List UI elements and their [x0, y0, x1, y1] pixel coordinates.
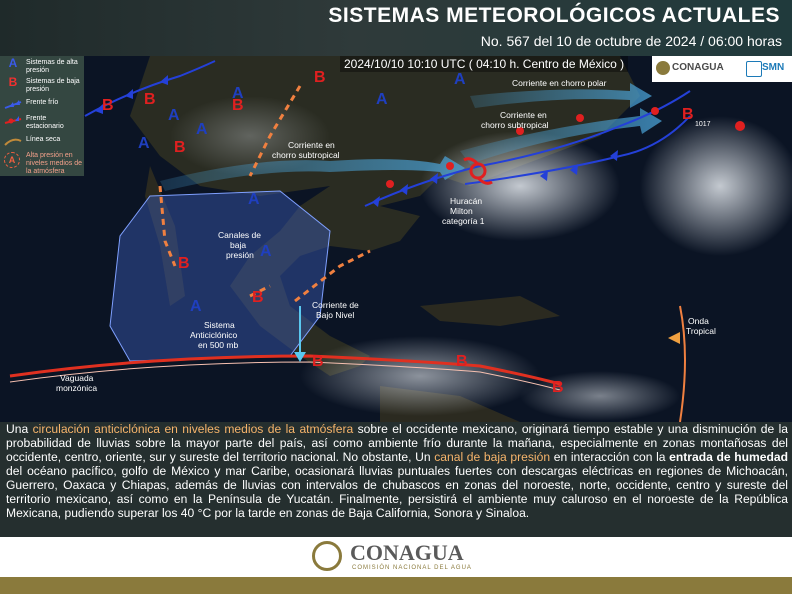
text-segment-4: del océano pacífico, golfo de México y mar Caribe, ocasionará lluvias puntuales fuertes con descargas eléctricas en regiones de Michoacán, Guerrero, Oaxaca y Chiapas, además de lluvias con intervalos de chubascos en zonas del noroeste, norte, occidente, centro y sureste del territorio mexicano, así como en la Península de Yucatán. Finalmente, persistirá el ambiente muy caluroso en el noroeste de la República Mexicana, pudiendo superar los 40 °C por la tarde en zonas de Baja California, Sonora y Sinaloa. — [6, 464, 788, 520]
svg-text:B: B — [552, 379, 564, 396]
svg-text:B: B — [456, 353, 468, 370]
label-anticyclone-3: en 500 mb — [198, 340, 239, 350]
svg-text:B: B — [312, 353, 324, 370]
stationary-front-icon — [4, 115, 22, 129]
legend-row-mid-high — [2, 152, 84, 174]
label-subtropical-jet-west: Corriente en — [288, 140, 335, 150]
conagua-small-logo-icon — [656, 61, 670, 75]
svg-text:A: A — [190, 298, 202, 315]
text-segment-2: sobre el occidente mexicano, originará tiempo estable y una disminución de la probabilidad de lluvias sobre la mayor parte del país, así como ambiente frío durante la mañana, especialmente en zonas montañosas del occidente, centro, oriente, sur y sureste del territorio nacional. No obstante, Un — [6, 422, 788, 464]
smn-logo-text: SMN — [762, 62, 785, 73]
label-subtropical-jet-east: Corriente en — [500, 110, 547, 120]
svg-text:B: B — [252, 289, 264, 306]
svg-text:A: A — [376, 91, 388, 108]
legend-label-low: Sistemas de baja presión — [26, 78, 80, 93]
label-hurricane-2: Milton — [450, 206, 473, 216]
svg-text:A: A — [168, 107, 180, 124]
label-hurricane-3: categoría 1 — [442, 216, 485, 226]
label-subtropical-jet-east-2: chorro subtropical — [481, 120, 549, 130]
satellite-timestamp: 2024/10/10 10:10 UTC ( 04:10 h. Centro de México ) — [340, 56, 628, 72]
legend-label-high: Sistemas de alta presión — [26, 59, 78, 74]
label-trough-2: monzónica — [56, 383, 98, 393]
central-america-cloud — [300, 336, 540, 416]
svg-text:A: A — [138, 135, 150, 152]
label-low-level-2: Bajo Nivel — [316, 310, 355, 320]
label-anticyclone-2: Anticiclónico — [190, 330, 238, 340]
header — [0, 0, 792, 56]
footer-bar — [0, 577, 792, 594]
svg-text:A: A — [248, 191, 260, 208]
footer — [0, 537, 792, 577]
svg-text:B: B — [102, 97, 114, 114]
svg-text:B: B — [682, 106, 694, 123]
highlight-low-channel: canal de baja presión — [434, 450, 551, 464]
svg-text:B: B — [178, 255, 190, 272]
label-channels: Canales de — [218, 230, 262, 240]
map-canvas — [0, 56, 792, 422]
legend-row-cold-front — [2, 99, 84, 111]
bold-humidity: entrada de humedad — [669, 450, 788, 464]
page-title: SISTEMAS METEOROLÓGICOS ACTUALES — [328, 4, 780, 27]
cold-front-icon — [4, 99, 22, 113]
label-polar-jet: Corriente en chorro polar — [512, 78, 607, 88]
label-pressure-value: 1017 — [695, 121, 711, 128]
text-segment-1: Una — [6, 422, 33, 436]
label-low-level: Corriente de — [312, 300, 359, 310]
label-wave-2: Tropical — [686, 326, 716, 336]
svg-text:A: A — [196, 121, 208, 138]
label-channels-3: presión — [226, 250, 254, 260]
conagua-logo-icon — [312, 541, 342, 571]
legend-row-high — [2, 56, 84, 75]
low-pressure-icon: B — [8, 75, 18, 89]
label-anticyclone: Sistema — [204, 320, 235, 330]
svg-text:A: A — [260, 243, 272, 260]
svg-text:B: B — [144, 91, 156, 108]
weather-map — [0, 56, 792, 422]
high-pressure-icon: A — [8, 56, 18, 70]
highlight-anticyclone: circulación anticiclónica en niveles medios de la atmósfera — [32, 422, 354, 436]
legend-row-dry-line — [2, 136, 84, 148]
conagua-small-logo-text: CONAGUA — [672, 62, 724, 73]
svg-text:B: B — [232, 97, 244, 114]
label-wave: Onda — [688, 316, 709, 326]
label-hurricane: Huracán — [450, 196, 483, 206]
footer-logo-text: CONAGUA — [350, 540, 464, 565]
mid-level-high-icon: A — [4, 152, 20, 168]
legend-label-stationary: Frente estacionario — [26, 115, 64, 130]
dry-line-icon — [4, 136, 22, 150]
legend-label-dry-line: Línea seca — [26, 136, 61, 143]
legend-label-cold-front: Frente frío — [26, 99, 59, 106]
legend-row-stationary — [2, 115, 84, 131]
forecast-text-box — [0, 422, 792, 537]
svg-text:B: B — [174, 139, 186, 156]
footer-logo-subtext: COMISIÓN NACIONAL DEL AGUA — [352, 565, 472, 571]
svg-text:B: B — [314, 69, 326, 86]
northeast-low-icon — [735, 121, 745, 131]
smn-logo-icon — [746, 61, 762, 77]
bulletin-number: No. 567 del 10 de octubre de 2024 / 06:00 horas — [480, 33, 782, 49]
label-trough: Vaguada — [60, 373, 94, 383]
label-channels-2: baja — [230, 240, 247, 250]
svg-text:A: A — [454, 71, 466, 88]
label-subtropical-jet-west-2: chorro subtropical — [272, 150, 340, 160]
forecast-paragraph — [0, 422, 792, 520]
svg-text:A: A — [232, 85, 244, 102]
map-legend — [0, 56, 84, 176]
logos — [652, 56, 792, 82]
legend-label-mid-high: Alta presión en niveles medios de la atmósfera — [26, 152, 83, 175]
text-segment-3: en interacción con la — [550, 450, 670, 464]
legend-row-low — [2, 75, 84, 94]
